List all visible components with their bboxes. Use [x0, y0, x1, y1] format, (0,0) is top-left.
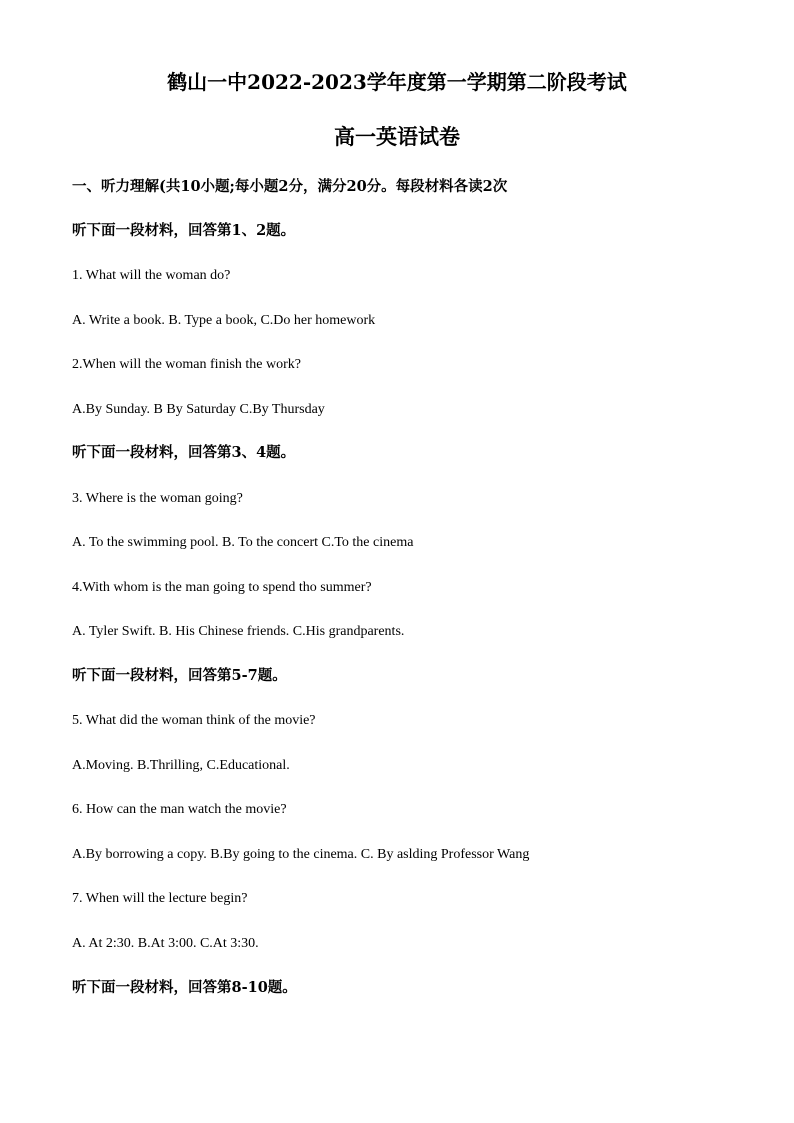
material-heading: 听下面一段材料，回答第8-10题。 [72, 979, 297, 996]
question-text: 2.When will the woman finish the work? [72, 357, 302, 372]
answer-options: A. Tyler Swift. B. His Chinese friends. C.His grandparents. [72, 624, 405, 639]
question-text: 7. When will the lecture begin? [72, 891, 248, 906]
exam-title: 鹤山一中2022-2023学年度第一学期第二阶段考试 [167, 70, 627, 94]
answer-options: A.Moving. B.Thrilling, C.Educational. [72, 758, 290, 773]
answer-options: A. Write a book. B. Type a book, C.Do her homework [72, 313, 376, 328]
question-text: 1. What will the woman do? [72, 268, 231, 283]
answer-options: A. To the swimming pool. B. To the concert C.To the cinema [72, 535, 414, 550]
answer-options: A.By Sunday. B By Saturday C.By Thursday [72, 402, 325, 417]
exam-subtitle: 高一英语试卷 [334, 124, 460, 149]
question-text: 3. Where is the woman going? [72, 491, 243, 506]
answer-options: A.By borrowing a copy. B.By going to the cinema. C. By aslding Professor Wang [72, 847, 530, 862]
material-heading: 听下面一段材料，回答第3、4题。 [72, 444, 296, 461]
question-text: 5. What did the woman think of the movie? [72, 713, 316, 728]
section-heading: 一、听力理解(共10小题;每小题2分，满分20分。每段材料各读2次 [72, 178, 508, 195]
material-heading: 听下面一段材料，回答第5-7题。 [72, 667, 287, 684]
material-heading: 听下面一段材料，回答第1、2题。 [72, 222, 296, 239]
question-text: 4.With whom is the man going to spend tho summer? [72, 580, 372, 595]
question-text: 6. How can the man watch the movie? [72, 802, 287, 817]
answer-options: A. At 2:30. B.At 3:00. C.At 3:30. [72, 936, 259, 951]
